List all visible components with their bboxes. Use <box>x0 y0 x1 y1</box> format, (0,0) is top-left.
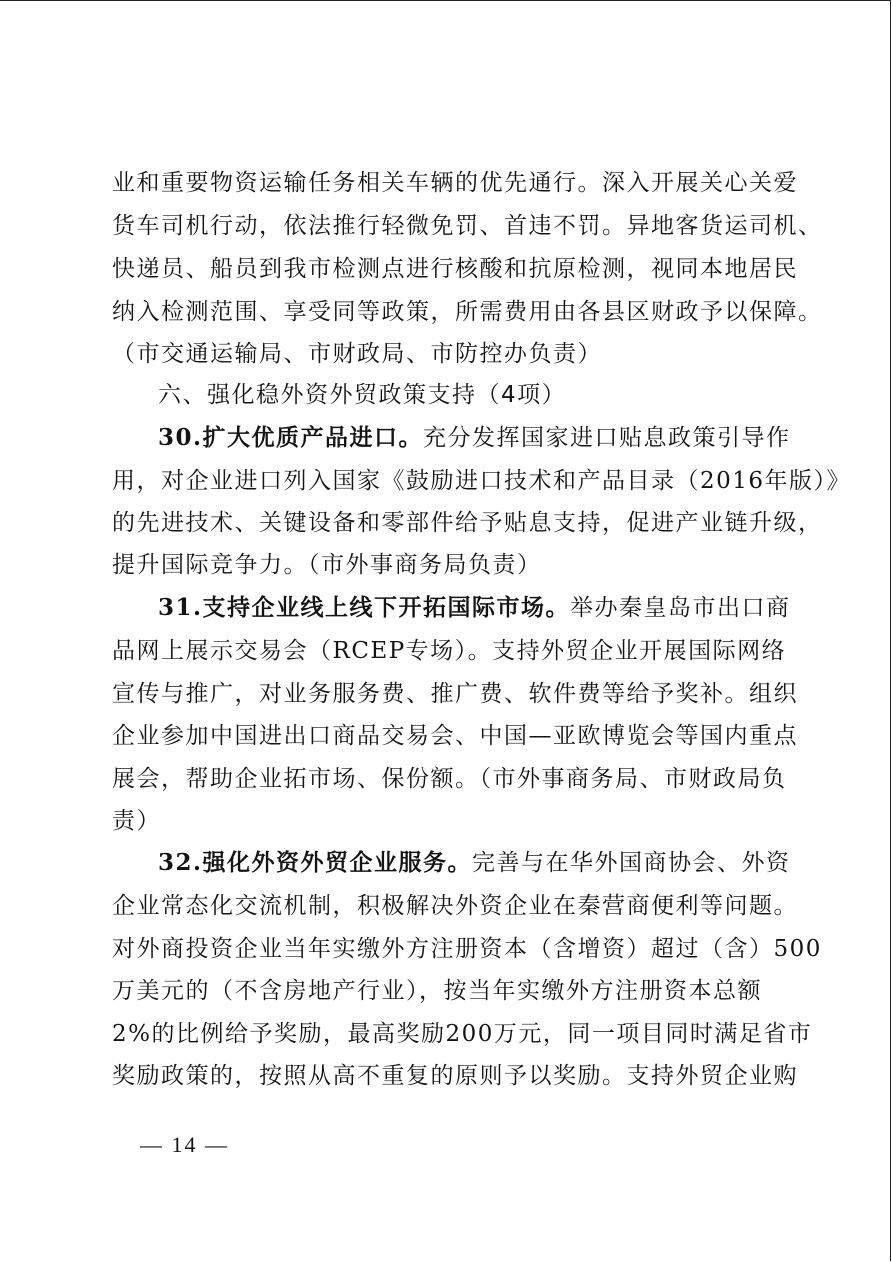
text-line: 万美元的（不含房地产行业），按当年实缴外方注册资本总额 <box>112 978 762 1004</box>
section-heading: 六、强化稳外资外贸政策支持（4项） <box>158 382 567 408</box>
text-line: 快递员、船员到我市检测点进行核酸和抗原检测，视同本地居民 <box>112 256 798 282</box>
text-line: 企业常态化交流机制，积极解决外资企业在秦营商便利等问题。 <box>112 893 798 919</box>
item-30-first-line <box>158 423 791 453</box>
text-line: 品网上展示交易会（RCEP专场）。支持外贸企业开展国际网络 <box>112 638 787 664</box>
text-line: 充分发挥国家进口贴息政策引导作 <box>423 425 791 451</box>
text-line: 的先进技术、关键设备和零部件给予贴息支持，促进产业链升级， <box>112 510 823 536</box>
text-line: 责） <box>112 808 161 834</box>
text-line: 完善与在华外国商协会、外资 <box>472 850 791 876</box>
text-line: 宣传与推广，对业务服务费、推广费、软件费等给予奖补。组织 <box>112 681 798 707</box>
item-32-first-line <box>158 848 791 878</box>
text-line: 企业参加中国进出口商品交易会、中国—亚欧博览会等国内重点 <box>112 723 798 749</box>
text-line: 货车司机行动，依法推行轻微免罚、首违不罚。异地客货运司机、 <box>112 213 823 239</box>
item-31-title: 31.支持企业线上线下开拓国际市场。 <box>158 594 571 621</box>
text-line: 用，对企业进口列入国家《鼓励进口技术和产品目录（2016年版）》 <box>112 468 852 494</box>
page-number: — 14 — <box>140 1132 229 1157</box>
text-line: 2%的比例给予奖励，最高奖励200万元，同一项目同时满足省市 <box>112 1021 813 1047</box>
text-line: 提升国际竞争力。（市外事商务局负责） <box>112 552 542 578</box>
text-line: 奖励政策的，按照从高不重复的原则予以奖励。支持外贸企业购 <box>112 1063 798 1089</box>
text-line: 对外商投资企业当年实缴外方注册资本（含增资）超过（含）500 <box>112 936 822 962</box>
item-32-title: 32.强化外资外贸企业服务。 <box>158 849 473 876</box>
text-line: （市交通运输局、市财政局、市防控办负责） <box>112 341 602 367</box>
text-line: 举办秦皇岛市出口商 <box>570 595 791 621</box>
text-line: 展会，帮助企业拓市场、保份额。（市外事商务局、市财政局负 <box>112 766 787 792</box>
text-line: 纳入检测范围、享受同等政策，所需费用由各县区财政予以保障。 <box>112 299 823 325</box>
item-31-first-line <box>158 593 791 623</box>
item-30-title: 30.扩大优质产品进口。 <box>158 424 424 451</box>
text-line: 业和重要物资运输任务相关车辆的优先通行。深入开展关心关爱 <box>112 170 798 196</box>
